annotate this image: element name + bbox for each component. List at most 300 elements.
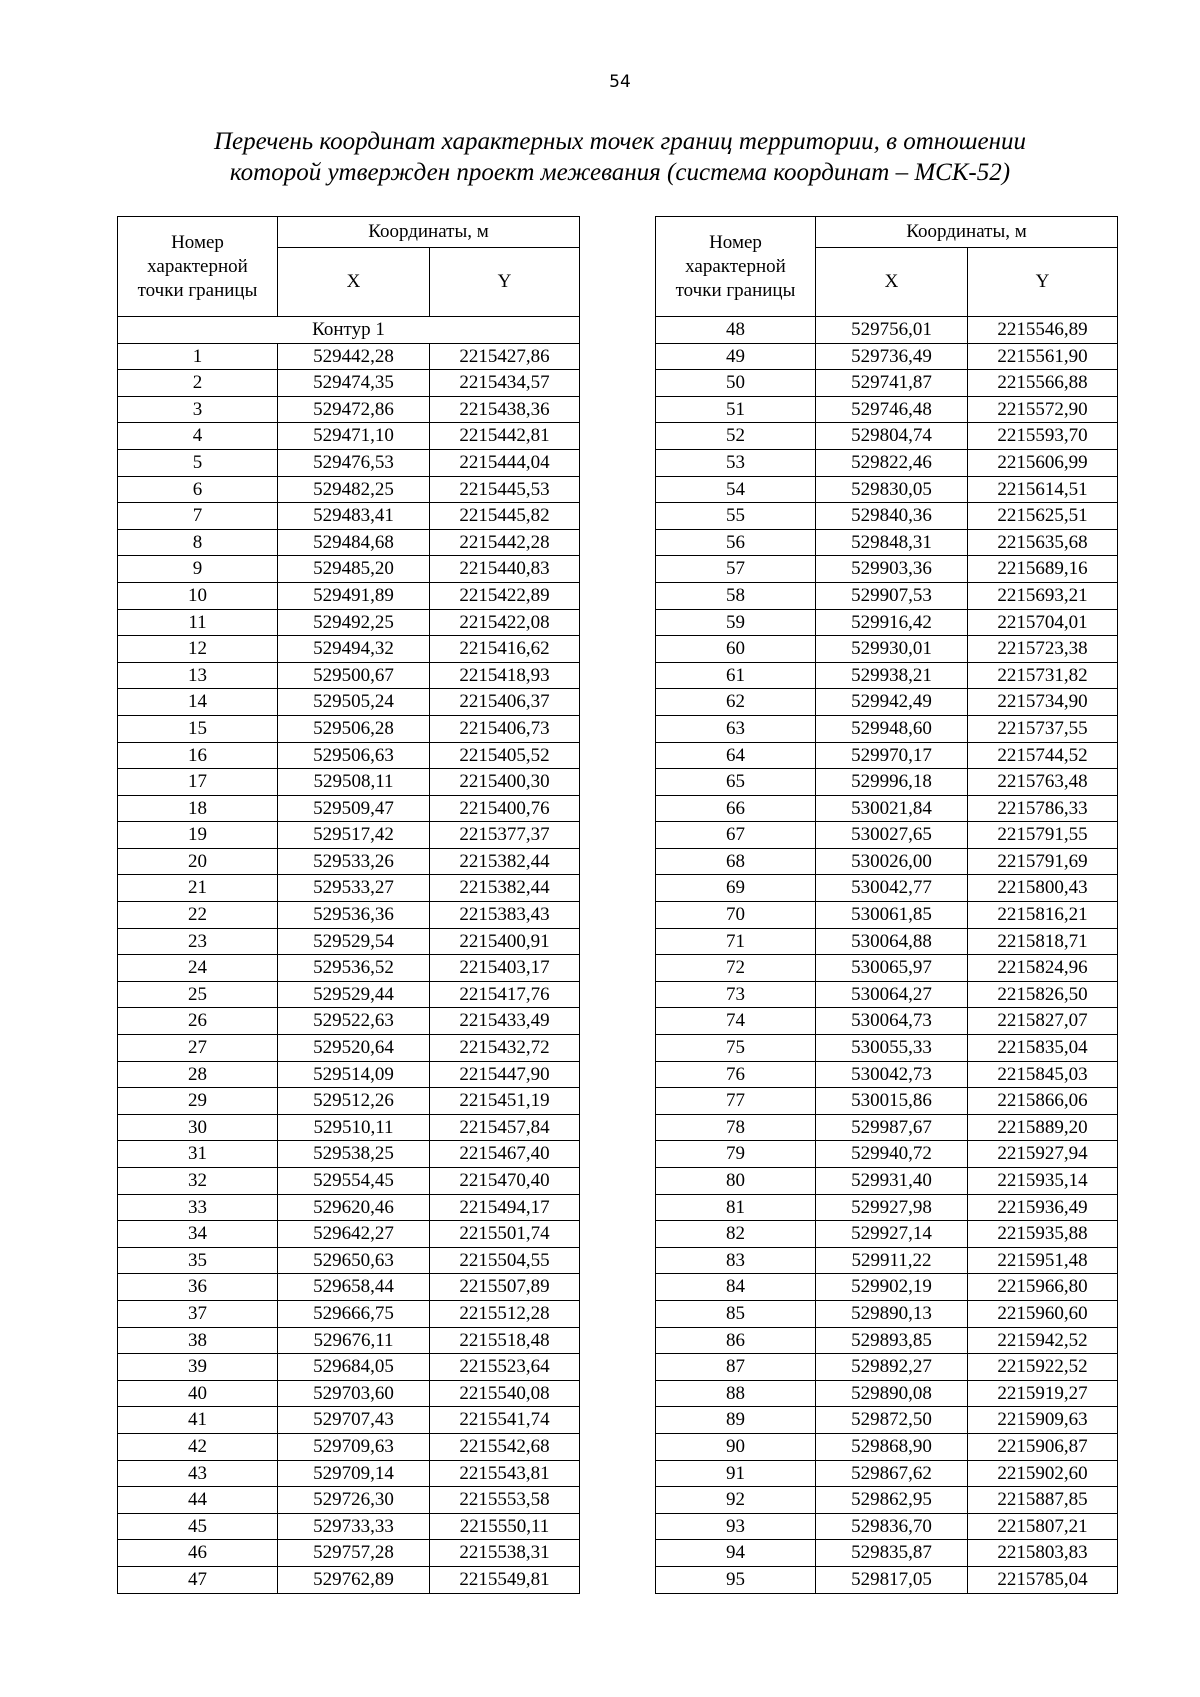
- x-coordinate-cell: 529709,14: [278, 1460, 430, 1487]
- point-number-cell: 36: [118, 1274, 278, 1301]
- table-row: [118, 822, 580, 849]
- point-number-cell: 12: [118, 636, 278, 663]
- table-row: [118, 343, 580, 370]
- y-coordinate-cell: 2215936,49: [968, 1194, 1118, 1221]
- y-coordinate-cell: 2215541,74: [430, 1407, 580, 1434]
- point-number-cell: 40: [118, 1380, 278, 1407]
- x-coordinate-cell: 529554,45: [278, 1168, 430, 1195]
- table-row: [656, 769, 1118, 796]
- y-coordinate-cell: 2215593,70: [968, 423, 1118, 450]
- y-coordinate-cell: 2215791,69: [968, 848, 1118, 875]
- y-coordinate-cell: 2215614,51: [968, 476, 1118, 503]
- table-row: [118, 423, 580, 450]
- y-coordinate-cell: 2215909,63: [968, 1407, 1118, 1434]
- x-coordinate-cell: 529536,52: [278, 955, 430, 982]
- table-row: [118, 662, 580, 689]
- table-row: [656, 1141, 1118, 1168]
- x-coordinate-cell: 529741,87: [816, 370, 968, 397]
- point-number-cell: 29: [118, 1088, 278, 1115]
- y-coordinate-cell: 2215704,01: [968, 609, 1118, 636]
- table-row: [656, 1433, 1118, 1460]
- table-row: [118, 769, 580, 796]
- point-number-cell: 20: [118, 848, 278, 875]
- table-row: [656, 449, 1118, 476]
- table-row: [656, 582, 1118, 609]
- point-number-cell: 62: [656, 689, 816, 716]
- table-row: [656, 609, 1118, 636]
- header-point-number: Номер характерной точки границы: [118, 217, 278, 317]
- y-coordinate-cell: 2215693,21: [968, 582, 1118, 609]
- header-coordinates: Координаты, м: [278, 217, 580, 248]
- x-coordinate-cell: 529533,27: [278, 875, 430, 902]
- table-row: [118, 370, 580, 397]
- point-number-cell: 27: [118, 1035, 278, 1062]
- x-coordinate-cell: 530064,27: [816, 981, 968, 1008]
- table-row: [118, 902, 580, 929]
- x-coordinate-cell: 529822,46: [816, 449, 968, 476]
- x-coordinate-cell: 529931,40: [816, 1168, 968, 1195]
- point-number-cell: 88: [656, 1380, 816, 1407]
- y-coordinate-cell: 2215432,72: [430, 1035, 580, 1062]
- x-coordinate-cell: 529830,05: [816, 476, 968, 503]
- x-coordinate-cell: 529872,50: [816, 1407, 968, 1434]
- y-coordinate-cell: 2215723,38: [968, 636, 1118, 663]
- x-coordinate-cell: 529736,49: [816, 343, 968, 370]
- point-number-cell: 77: [656, 1088, 816, 1115]
- y-coordinate-cell: 2215433,49: [430, 1008, 580, 1035]
- point-number-cell: 47: [118, 1566, 278, 1593]
- x-coordinate-cell: 530042,77: [816, 875, 968, 902]
- y-coordinate-cell: 2215451,19: [430, 1088, 580, 1115]
- y-coordinate-cell: 2215889,20: [968, 1114, 1118, 1141]
- x-coordinate-cell: 529474,35: [278, 370, 430, 397]
- table-row: [656, 928, 1118, 955]
- table-row: [118, 1460, 580, 1487]
- table-row: [118, 582, 580, 609]
- x-coordinate-cell: 529684,05: [278, 1354, 430, 1381]
- point-number-cell: 32: [118, 1168, 278, 1195]
- table-row: [656, 981, 1118, 1008]
- x-coordinate-cell: 529970,17: [816, 742, 968, 769]
- point-number-cell: 25: [118, 981, 278, 1008]
- point-number-cell: 82: [656, 1221, 816, 1248]
- x-coordinate-cell: 529512,26: [278, 1088, 430, 1115]
- x-coordinate-cell: 529472,86: [278, 396, 430, 423]
- y-coordinate-cell: 2215377,37: [430, 822, 580, 849]
- table-row: [118, 1354, 580, 1381]
- y-coordinate-cell: 2215927,94: [968, 1141, 1118, 1168]
- point-number-cell: 75: [656, 1035, 816, 1062]
- point-number-cell: 78: [656, 1114, 816, 1141]
- x-coordinate-cell: 529840,36: [816, 503, 968, 530]
- point-number-cell: 54: [656, 476, 816, 503]
- point-number-cell: 64: [656, 742, 816, 769]
- x-coordinate-cell: 529505,24: [278, 689, 430, 716]
- y-coordinate-cell: 2215902,60: [968, 1460, 1118, 1487]
- header-y: Y: [968, 248, 1118, 317]
- y-coordinate-cell: 2215417,76: [430, 981, 580, 1008]
- x-coordinate-cell: 529867,62: [816, 1460, 968, 1487]
- point-number-cell: 70: [656, 902, 816, 929]
- x-coordinate-cell: 529930,01: [816, 636, 968, 663]
- point-number-cell: 22: [118, 902, 278, 929]
- y-coordinate-cell: 2215737,55: [968, 715, 1118, 742]
- y-coordinate-cell: 2215434,57: [430, 370, 580, 397]
- x-coordinate-cell: 529522,63: [278, 1008, 430, 1035]
- y-coordinate-cell: 2215447,90: [430, 1061, 580, 1088]
- y-coordinate-cell: 2215400,76: [430, 795, 580, 822]
- point-number-cell: 7: [118, 503, 278, 530]
- x-coordinate-cell: 529509,47: [278, 795, 430, 822]
- x-coordinate-cell: 529927,98: [816, 1194, 968, 1221]
- y-coordinate-cell: 2215416,62: [430, 636, 580, 663]
- table-row: [118, 1061, 580, 1088]
- y-coordinate-cell: 2215523,64: [430, 1354, 580, 1381]
- table-row: [656, 1460, 1118, 1487]
- x-coordinate-cell: 529658,44: [278, 1274, 430, 1301]
- point-number-cell: 9: [118, 556, 278, 583]
- x-coordinate-cell: 529510,11: [278, 1114, 430, 1141]
- point-number-cell: 26: [118, 1008, 278, 1035]
- x-coordinate-cell: 529514,09: [278, 1061, 430, 1088]
- point-number-cell: 58: [656, 582, 816, 609]
- y-coordinate-cell: 2215383,43: [430, 902, 580, 929]
- y-coordinate-cell: 2215418,93: [430, 662, 580, 689]
- point-number-cell: 59: [656, 609, 816, 636]
- point-number-cell: 17: [118, 769, 278, 796]
- y-coordinate-cell: 2215444,04: [430, 449, 580, 476]
- y-coordinate-cell: 2215763,48: [968, 769, 1118, 796]
- point-number-cell: 43: [118, 1460, 278, 1487]
- table-row: [656, 1407, 1118, 1434]
- x-coordinate-cell: 529529,54: [278, 928, 430, 955]
- x-coordinate-cell: 529862,95: [816, 1487, 968, 1514]
- point-number-cell: 52: [656, 423, 816, 450]
- table-row: [656, 1300, 1118, 1327]
- point-number-cell: 83: [656, 1247, 816, 1274]
- x-coordinate-cell: 529868,90: [816, 1433, 968, 1460]
- y-coordinate-cell: 2215919,27: [968, 1380, 1118, 1407]
- y-coordinate-cell: 2215835,04: [968, 1035, 1118, 1062]
- point-number-cell: 3: [118, 396, 278, 423]
- point-number-cell: 85: [656, 1300, 816, 1327]
- table-row: [656, 1327, 1118, 1354]
- x-coordinate-cell: 530027,65: [816, 822, 968, 849]
- table-row: [656, 370, 1118, 397]
- table-row: [656, 1513, 1118, 1540]
- table-row: [118, 1487, 580, 1514]
- point-number-cell: 50: [656, 370, 816, 397]
- x-coordinate-cell: 529804,74: [816, 423, 968, 450]
- y-coordinate-cell: 2215442,81: [430, 423, 580, 450]
- x-coordinate-cell: 529536,36: [278, 902, 430, 929]
- table-row: [656, 317, 1118, 344]
- table-row: [656, 556, 1118, 583]
- y-coordinate-cell: 2215422,08: [430, 609, 580, 636]
- table-row: [656, 1008, 1118, 1035]
- y-coordinate-cell: 2215470,40: [430, 1168, 580, 1195]
- point-number-cell: 34: [118, 1221, 278, 1248]
- y-coordinate-cell: 2215400,30: [430, 769, 580, 796]
- point-number-cell: 28: [118, 1061, 278, 1088]
- y-coordinate-cell: 2215887,85: [968, 1487, 1118, 1514]
- y-coordinate-cell: 2215826,50: [968, 981, 1118, 1008]
- y-coordinate-cell: 2215572,90: [968, 396, 1118, 423]
- point-number-cell: 93: [656, 1513, 816, 1540]
- table-row: [656, 423, 1118, 450]
- point-number-cell: 63: [656, 715, 816, 742]
- y-coordinate-cell: 2215960,60: [968, 1300, 1118, 1327]
- point-number-cell: 68: [656, 848, 816, 875]
- table-row: [656, 1035, 1118, 1062]
- table-row: [118, 1380, 580, 1407]
- x-coordinate-cell: 529948,60: [816, 715, 968, 742]
- y-coordinate-cell: 2215606,99: [968, 449, 1118, 476]
- x-coordinate-cell: 529533,26: [278, 848, 430, 875]
- table-row: [656, 529, 1118, 556]
- x-coordinate-cell: 529506,28: [278, 715, 430, 742]
- y-coordinate-cell: 2215731,82: [968, 662, 1118, 689]
- y-coordinate-cell: 2215403,17: [430, 955, 580, 982]
- table-row: [118, 955, 580, 982]
- x-coordinate-cell: 529485,20: [278, 556, 430, 583]
- point-number-cell: 16: [118, 742, 278, 769]
- x-coordinate-cell: 529893,85: [816, 1327, 968, 1354]
- x-coordinate-cell: 529817,05: [816, 1566, 968, 1593]
- x-coordinate-cell: 529757,28: [278, 1540, 430, 1567]
- x-coordinate-cell: 529890,13: [816, 1300, 968, 1327]
- table-row: [118, 875, 580, 902]
- document-title: [60, 126, 1180, 188]
- y-coordinate-cell: 2215791,55: [968, 822, 1118, 849]
- point-number-cell: 60: [656, 636, 816, 663]
- x-coordinate-cell: 529938,21: [816, 662, 968, 689]
- header-point-number: Номер характерной точки границы: [656, 217, 816, 317]
- y-coordinate-cell: 2215824,96: [968, 955, 1118, 982]
- point-number-cell: 14: [118, 689, 278, 716]
- x-coordinate-cell: 529666,75: [278, 1300, 430, 1327]
- y-coordinate-cell: 2215951,48: [968, 1247, 1118, 1274]
- y-coordinate-cell: 2215442,28: [430, 529, 580, 556]
- table-row: [656, 1194, 1118, 1221]
- point-number-cell: 42: [118, 1433, 278, 1460]
- y-coordinate-cell: 2215540,08: [430, 1380, 580, 1407]
- table-row: [118, 1433, 580, 1460]
- point-number-cell: 41: [118, 1407, 278, 1434]
- table-row: [118, 1114, 580, 1141]
- point-number-cell: 76: [656, 1061, 816, 1088]
- point-number-cell: 81: [656, 1194, 816, 1221]
- x-coordinate-cell: 529902,19: [816, 1274, 968, 1301]
- coordinates-table-left: [117, 216, 580, 1594]
- table-row: [656, 848, 1118, 875]
- point-number-cell: 71: [656, 928, 816, 955]
- point-number-cell: 53: [656, 449, 816, 476]
- point-number-cell: 95: [656, 1566, 816, 1593]
- point-number-cell: 89: [656, 1407, 816, 1434]
- table-row: [118, 609, 580, 636]
- table-row: [656, 1168, 1118, 1195]
- y-coordinate-cell: 2215942,52: [968, 1327, 1118, 1354]
- table-row: [656, 1566, 1118, 1593]
- point-number-cell: 49: [656, 343, 816, 370]
- x-coordinate-cell: 530065,97: [816, 955, 968, 982]
- x-coordinate-cell: 529476,53: [278, 449, 430, 476]
- table-row: [656, 503, 1118, 530]
- table-row: [118, 449, 580, 476]
- table-row: [118, 1300, 580, 1327]
- title-line-1: Перечень координат характерных точек границ территории, в отношении: [213, 128, 1027, 155]
- y-coordinate-cell: 2215501,74: [430, 1221, 580, 1248]
- y-coordinate-cell: 2215786,33: [968, 795, 1118, 822]
- x-coordinate-cell: 529836,70: [816, 1513, 968, 1540]
- y-coordinate-cell: 2215689,16: [968, 556, 1118, 583]
- point-number-cell: 79: [656, 1141, 816, 1168]
- x-coordinate-cell: 529709,63: [278, 1433, 430, 1460]
- table-row: [656, 902, 1118, 929]
- table-row: [118, 689, 580, 716]
- x-coordinate-cell: 530055,33: [816, 1035, 968, 1062]
- x-coordinate-cell: 529508,11: [278, 769, 430, 796]
- point-number-cell: 4: [118, 423, 278, 450]
- table-row: [118, 1008, 580, 1035]
- x-coordinate-cell: 530061,85: [816, 902, 968, 929]
- point-number-cell: 73: [656, 981, 816, 1008]
- y-coordinate-cell: 2215543,81: [430, 1460, 580, 1487]
- table-row: [118, 476, 580, 503]
- x-coordinate-cell: 529491,89: [278, 582, 430, 609]
- x-coordinate-cell: 530015,86: [816, 1088, 968, 1115]
- table-row: [656, 1487, 1118, 1514]
- table-row: [656, 1354, 1118, 1381]
- y-coordinate-cell: 2215816,21: [968, 902, 1118, 929]
- x-coordinate-cell: 529642,27: [278, 1221, 430, 1248]
- y-coordinate-cell: 2215566,88: [968, 370, 1118, 397]
- table-row: [118, 1274, 580, 1301]
- y-coordinate-cell: 2215800,43: [968, 875, 1118, 902]
- y-coordinate-cell: 2215405,52: [430, 742, 580, 769]
- x-coordinate-cell: 529996,18: [816, 769, 968, 796]
- point-number-cell: 10: [118, 582, 278, 609]
- y-coordinate-cell: 2215542,68: [430, 1433, 580, 1460]
- x-coordinate-cell: 529500,67: [278, 662, 430, 689]
- y-coordinate-cell: 2215561,90: [968, 343, 1118, 370]
- point-number-cell: 39: [118, 1354, 278, 1381]
- point-number-cell: 15: [118, 715, 278, 742]
- table-row: [118, 928, 580, 955]
- y-coordinate-cell: 2215406,73: [430, 715, 580, 742]
- point-number-cell: 45: [118, 1513, 278, 1540]
- point-number-cell: 31: [118, 1141, 278, 1168]
- y-coordinate-cell: 2215803,83: [968, 1540, 1118, 1567]
- table-row: [118, 396, 580, 423]
- point-number-cell: 80: [656, 1168, 816, 1195]
- point-number-cell: 74: [656, 1008, 816, 1035]
- point-number-cell: 24: [118, 955, 278, 982]
- point-number-cell: 18: [118, 795, 278, 822]
- x-coordinate-cell: 529676,11: [278, 1327, 430, 1354]
- point-number-cell: 61: [656, 662, 816, 689]
- x-coordinate-cell: 529482,25: [278, 476, 430, 503]
- y-coordinate-cell: 2215553,58: [430, 1487, 580, 1514]
- x-coordinate-cell: 529707,43: [278, 1407, 430, 1434]
- table-row: [118, 1141, 580, 1168]
- x-coordinate-cell: 529492,25: [278, 609, 430, 636]
- y-coordinate-cell: 2215807,21: [968, 1513, 1118, 1540]
- coordinates-table-right: [655, 216, 1118, 1594]
- x-coordinate-cell: 529520,64: [278, 1035, 430, 1062]
- x-coordinate-cell: 529538,25: [278, 1141, 430, 1168]
- x-coordinate-cell: 529892,27: [816, 1354, 968, 1381]
- table-row: [118, 742, 580, 769]
- y-coordinate-cell: 2215827,07: [968, 1008, 1118, 1035]
- point-number-cell: 30: [118, 1114, 278, 1141]
- table-row: [656, 662, 1118, 689]
- table-row: [118, 1088, 580, 1115]
- x-coordinate-cell: 529650,63: [278, 1247, 430, 1274]
- table-row: [656, 1114, 1118, 1141]
- table-row: [118, 1221, 580, 1248]
- x-coordinate-cell: 530021,84: [816, 795, 968, 822]
- y-coordinate-cell: 2215734,90: [968, 689, 1118, 716]
- table-row: [656, 1088, 1118, 1115]
- y-coordinate-cell: 2215445,53: [430, 476, 580, 503]
- y-coordinate-cell: 2215467,40: [430, 1141, 580, 1168]
- point-number-cell: 72: [656, 955, 816, 982]
- point-number-cell: 90: [656, 1433, 816, 1460]
- title-line-2: которой утвержден проект межевания (система координат – МСК-52): [229, 159, 1011, 186]
- x-coordinate-cell: 529890,08: [816, 1380, 968, 1407]
- point-number-cell: 38: [118, 1327, 278, 1354]
- table-row: [118, 1513, 580, 1540]
- header-x: X: [816, 248, 968, 317]
- x-coordinate-cell: 529756,01: [816, 317, 968, 344]
- point-number-cell: 91: [656, 1460, 816, 1487]
- x-coordinate-cell: 529483,41: [278, 503, 430, 530]
- y-coordinate-cell: 2215818,71: [968, 928, 1118, 955]
- table-row: [656, 1274, 1118, 1301]
- point-number-cell: 94: [656, 1540, 816, 1567]
- x-coordinate-cell: 529911,22: [816, 1247, 968, 1274]
- point-number-cell: 44: [118, 1487, 278, 1514]
- table-row: [118, 1407, 580, 1434]
- table-row: [656, 742, 1118, 769]
- y-coordinate-cell: 2215504,55: [430, 1247, 580, 1274]
- point-number-cell: 55: [656, 503, 816, 530]
- x-coordinate-cell: 529927,14: [816, 1221, 968, 1248]
- point-number-cell: 6: [118, 476, 278, 503]
- y-coordinate-cell: 2215518,48: [430, 1327, 580, 1354]
- table-row: [118, 1327, 580, 1354]
- x-coordinate-cell: 529907,53: [816, 582, 968, 609]
- y-coordinate-cell: 2215546,89: [968, 317, 1118, 344]
- table-row: [656, 715, 1118, 742]
- point-number-cell: 51: [656, 396, 816, 423]
- x-coordinate-cell: 529733,33: [278, 1513, 430, 1540]
- point-number-cell: 87: [656, 1354, 816, 1381]
- point-number-cell: 8: [118, 529, 278, 556]
- point-number-cell: 13: [118, 662, 278, 689]
- table-row: [656, 343, 1118, 370]
- y-coordinate-cell: 2215922,52: [968, 1354, 1118, 1381]
- x-coordinate-cell: 529517,42: [278, 822, 430, 849]
- table-row: [118, 795, 580, 822]
- table-row: [118, 981, 580, 1008]
- header-coordinates: Координаты, м: [816, 217, 1118, 248]
- table-row: [656, 636, 1118, 663]
- y-coordinate-cell: 2215935,88: [968, 1221, 1118, 1248]
- page-number: 54: [609, 72, 631, 92]
